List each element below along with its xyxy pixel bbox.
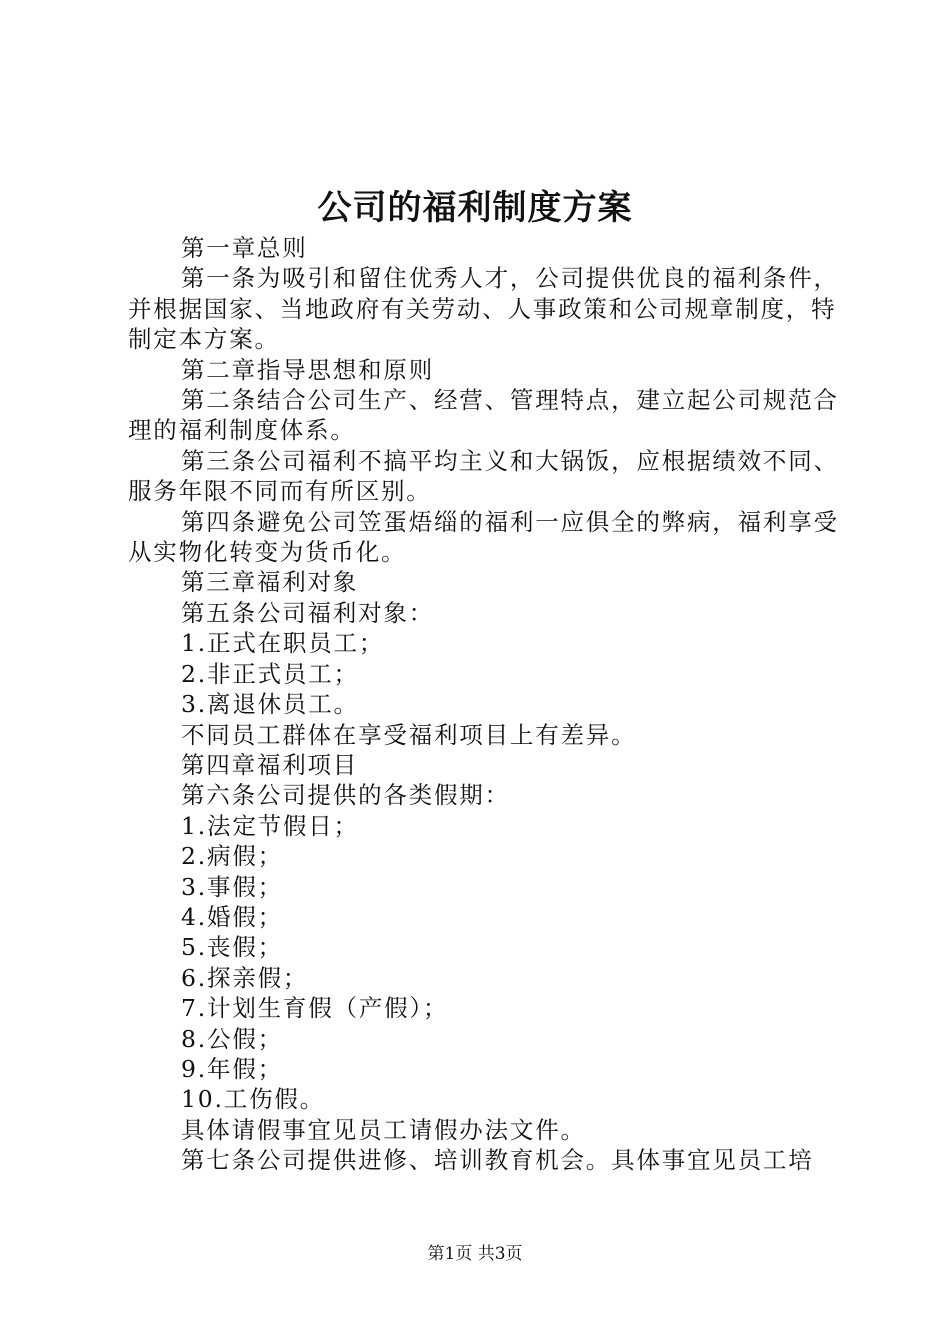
- paragraph: 第四章福利项目: [181, 750, 359, 779]
- paragraph: 第一章总则: [181, 234, 308, 262]
- list-item: 10.工伤假。: [181, 1085, 325, 1114]
- paragraph: 第四条避免公司笠蛋焐缁的福利一应俱全的弊病，福利享受从实物化转变为货币化。: [128, 507, 839, 567]
- list-item: 6.探亲假；: [181, 963, 309, 992]
- paragraph: 第二条结合公司生产、经营、管理特点，建立起公司规范合理的福利制度体系。: [128, 386, 839, 445]
- page-footer: 第1页 共3页: [427, 1244, 523, 1264]
- paragraph: 第六条公司提供的各类假期：: [181, 781, 510, 810]
- document-body: [128, 233, 844, 1176]
- list-item: 4.婚假；: [181, 902, 283, 931]
- list-item: 1.法定节假日；: [181, 811, 359, 840]
- paragraph: 第三条公司福利不搞平均主义和大锅饭，应根据绩效不同、服务年限不同而有所区别。: [128, 446, 839, 506]
- list-item: 5.丧假；: [181, 933, 283, 962]
- list-item: 3.事假；: [181, 872, 283, 901]
- list-item: 8.公假；: [181, 1024, 283, 1053]
- paragraph: 第二章指导思想和原则: [181, 355, 434, 384]
- paragraph: 不同员工群体在享受福利项目上有差异。: [181, 720, 637, 749]
- paragraph: 第三章福利对象: [181, 568, 359, 597]
- list-item: 7.计划生育假（产假）；: [181, 994, 449, 1023]
- list-item: 1.正式在职员工；: [181, 629, 385, 658]
- list-item: 3.离退休员工。: [181, 690, 359, 719]
- document-title: 公司的福利制度方案: [317, 188, 633, 228]
- paragraph: 第五条公司福利对象：: [181, 598, 434, 627]
- paragraph: 第一条为吸引和留住优秀人才，公司提供优良的福利条件，并根据国家、当地政府有关劳动、人事政策和公司规章制度，特制定本方案。: [128, 264, 839, 354]
- paragraph: 第七条公司提供进修、培训教育机会。具体事宜见员工培: [181, 1146, 814, 1175]
- list-item: 9.年假；: [181, 1054, 283, 1083]
- paragraph: 具体请假事宜见员工请假办法文件。: [181, 1115, 586, 1144]
- list-item: 2.病假；: [181, 842, 283, 871]
- list-item: 2.非正式员工；: [181, 659, 359, 688]
